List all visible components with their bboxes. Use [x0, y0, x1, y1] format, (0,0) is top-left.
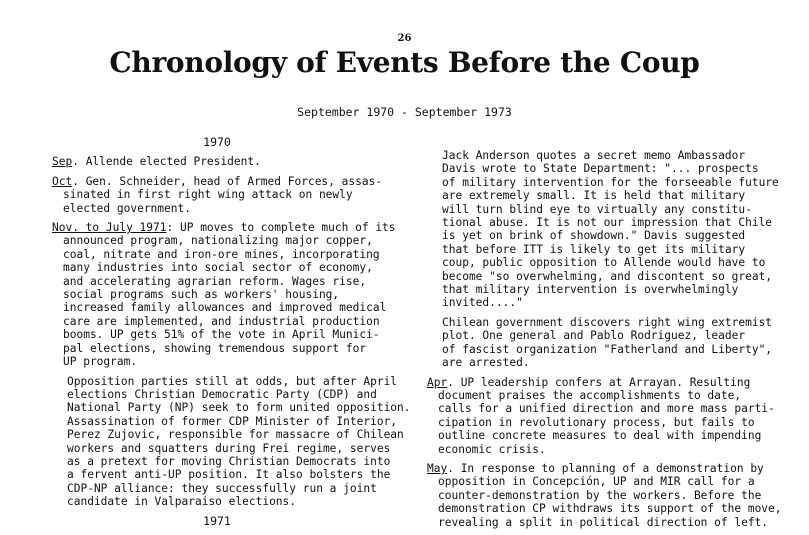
- extremist-plot-paragraph: [427, 315, 773, 370]
- entry-line: coal, nitrate and iron-ore mines, incorporating: [63, 247, 380, 261]
- entry-line: cipation in revolutionary process, but fails to: [438, 415, 755, 429]
- entry-line: pal elections, showing tremendous support for: [63, 341, 367, 355]
- page-title: Chronology of Events Before the Coup: [109, 46, 700, 79]
- paragraph-line: will turn blind eye to virtually any constitu-: [442, 202, 752, 216]
- entry-line: calls for a unified direction and more mass parti-: [438, 402, 775, 416]
- entry-line: outline concrete measures to deal with impending: [438, 429, 762, 443]
- entry-line: opposition in Concepción, UP and MIR call for a: [438, 475, 755, 489]
- opposition-paragraph: [52, 374, 411, 509]
- paragraph-line: invited....": [442, 296, 523, 310]
- paragraph-line: tional abuse. It is not our impression that Chile: [442, 216, 773, 230]
- paragraph-line: plot. One general and Pablo Rodriguez, leader: [442, 329, 746, 343]
- paragraph-line: Jack Anderson quotes a secret memo Ambassador: [442, 149, 746, 162]
- entry-line: and accelerating agrarian reform. Wages rise,: [63, 274, 367, 288]
- paragraph-line: as a pretext for moving Christian Democrats into: [67, 454, 391, 468]
- entry-text: : UP moves to complete much of its: [166, 221, 396, 235]
- entry-text: . Allende elected President.: [72, 155, 261, 169]
- left-column: [52, 135, 411, 528]
- paragraph-line: Opposition parties still at odds, but after April: [67, 374, 398, 388]
- paragraph-line: of fascist organization "Fatherland and Liberty",: [442, 342, 773, 356]
- entry-line: many industries into social sector of economy,: [63, 261, 373, 275]
- entry-line: elected government.: [63, 201, 191, 215]
- entry-line: [427, 462, 767, 475]
- entry-text: . UP leadership confers at Arrayan. Resulting: [447, 375, 751, 389]
- entry-nov-1970-to-july-1971: [52, 221, 396, 369]
- entry-text: . In response to planning of a demonstration by: [447, 461, 764, 475]
- paragraph-line: that military intervention is overwhelmingly: [442, 283, 739, 297]
- entry-line: economic crisis.: [438, 442, 546, 456]
- paragraph-line: that before ITT is likely to get its military: [442, 242, 746, 256]
- date-range-subtitle: September 1970 - September 1973: [297, 105, 512, 119]
- entry-line: [52, 175, 387, 188]
- year-heading-1971: 1971: [203, 513, 231, 528]
- entry-line: social programs such as workers' housing,: [63, 288, 340, 302]
- paragraph-line: National Party (NP) seek to form united opposition.: [67, 401, 411, 415]
- paragraph-line: candidate in Valparaiso elections.: [67, 495, 297, 509]
- paragraph-line: elections Christian Democratic Party (CDP) and: [67, 387, 377, 401]
- paragraph-line: Perez Zujovic, responsible for massacre of Chilean: [67, 428, 404, 442]
- paragraph-line: Chilean government discovers right wing extremist: [442, 315, 773, 329]
- entry-oct-1970: [52, 175, 387, 215]
- entry-line: [52, 221, 396, 235]
- paragraph-line: of military intervention for the forseeable future: [442, 175, 779, 189]
- paragraph-line: workers and squatters during Frei regime, serves: [67, 441, 391, 455]
- paragraph-line: CDP-NP alliance: they successfully run a joint: [67, 481, 377, 495]
- entry-apr-1971: [427, 375, 775, 456]
- paragraph-line: a fervent anti-UP position. It also bolsters the: [67, 468, 391, 482]
- entry-line: demonstration CP withdraws its support of the move,: [438, 502, 782, 516]
- paragraph-line: are extremely small. It is held that military: [442, 189, 746, 203]
- entry-may-1971: [427, 461, 782, 529]
- right-column: [427, 149, 782, 535]
- month-label: Nov. to July 1971: [52, 221, 167, 235]
- entry-line: care are implemented, and industrial production: [63, 314, 380, 328]
- entry-line: document praises the accomplishments to date,: [438, 388, 742, 402]
- paragraph-line: Davis wrote to State Department: "... prospects: [442, 162, 759, 176]
- entry-line: counter-demonstration by the workers. Before the: [438, 488, 762, 502]
- month-label: Oct: [52, 174, 73, 188]
- page-number: 26: [397, 33, 412, 44]
- paragraph-line: become "so overwhelming, and discontent so great,: [442, 269, 773, 283]
- entry-line: [427, 376, 767, 389]
- entry-line: [52, 155, 387, 168]
- month-label: Apr: [427, 375, 448, 389]
- year-heading-1970: 1970: [203, 135, 231, 149]
- entry-line: sinated in first right wing attack on newly: [63, 188, 353, 202]
- entry-line: booms. UP gets 51% of the vote in April Munici-: [63, 328, 380, 342]
- paragraph-line: Assassination of former CDP Minister of Interior,: [67, 414, 398, 428]
- entry-line: increased family allowances and improved medical: [63, 301, 387, 315]
- entry-sep-1970: [52, 155, 387, 168]
- entry-line: revealing a split in political direction of left.: [438, 515, 769, 529]
- paragraph-line: are arrested.: [442, 356, 530, 370]
- paragraph-line: coup, public opposition to Allende would have to: [442, 256, 766, 270]
- anderson-memo-paragraph: [427, 149, 779, 310]
- month-label: Sep: [52, 155, 73, 169]
- month-label: May: [427, 461, 448, 475]
- entry-line: announced program, nationalizing major copper,: [63, 234, 373, 248]
- paragraph-line: is yet on brink of showdown." Davis suggested: [442, 229, 746, 243]
- entry-text: . Gen. Schneider, head of Armed Forces, assas-: [72, 174, 383, 188]
- entry-line: UP program.: [63, 355, 138, 369]
